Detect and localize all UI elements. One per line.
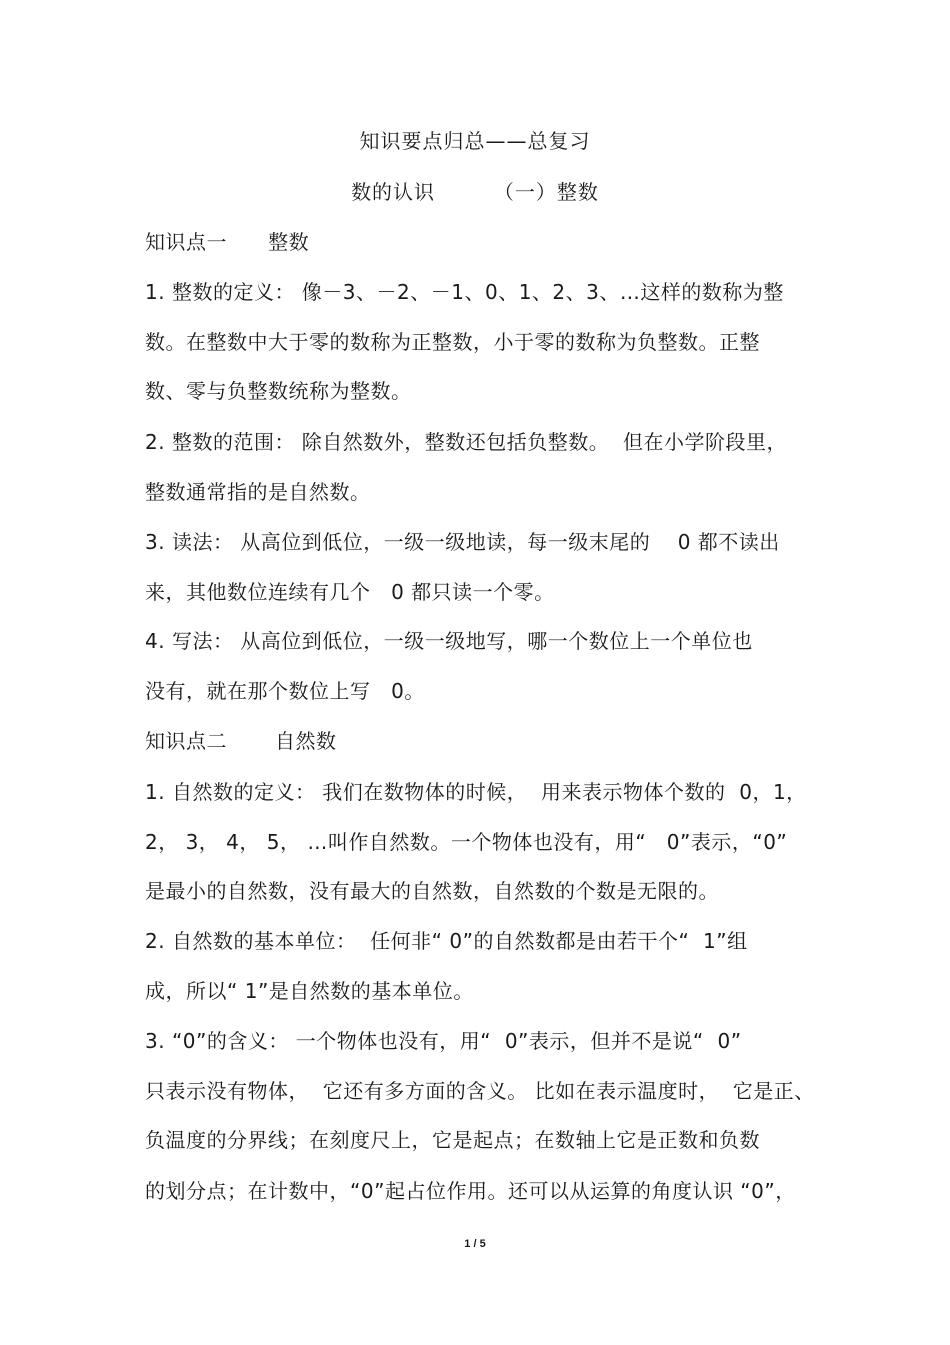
text-line: 3. 读法： 从高位到低位，一级一级地读，每一级末尾的 0 都不读出 — [145, 530, 780, 554]
text-line: 没有，就在那个数位上写 0。 — [145, 679, 425, 703]
knowledge-point-heading: 知识点二 自然数 — [145, 729, 337, 753]
text-line: 1. 整数的定义： 像－3、－2、－1、0、1、2、3、…这样的数称为整 — [145, 280, 784, 304]
text-line: 是最小的自然数，没有最大的自然数，自然数的个数是无限的。 — [145, 879, 719, 903]
text-line: 3. “0”的含义： 一个物体也没有，用“ 0”表示，但并不是说“ 0” — [145, 1029, 742, 1053]
text-line: 数。在整数中大于零的数称为正整数，小于零的数称为负整数。正整 — [145, 330, 760, 354]
text-line: 只表示没有物体， 它还有多方面的含义。 比如在表示温度时， 它是正、 — [145, 1079, 815, 1103]
text-line: 4. 写法： 从高位到低位，一级一级地写，哪一个数位上一个单位也 — [145, 629, 753, 653]
text-line: 成，所以“ 1”是自然数的基本单位。 — [145, 979, 474, 1003]
knowledge-point-heading: 知识点一 整数 — [145, 230, 310, 254]
text-line: 数、零与负整数统称为整数。 — [145, 379, 412, 403]
text-line: 来，其他数位连续有几个 0 都只读一个零。 — [145, 580, 555, 604]
text-line: 整数通常指的是自然数。 — [145, 480, 371, 504]
document-title: 知识要点归总——总复习 — [359, 129, 591, 153]
text-line: 的划分点；在计数中，“0”起占位作用。还可以从运算的角度认识 “0”， — [145, 1179, 796, 1203]
text-line: 负温度的分界线；在刻度尺上，它是起点；在数轴上它是正数和负数 — [145, 1128, 760, 1152]
section-heading: 数的认识 （一）整数 — [351, 180, 599, 204]
text-line: 2. 整数的范围： 除自然数外，整数还包括负整数。 但在小学阶段里， — [145, 430, 788, 454]
text-line: 2. 自然数的基本单位： 任何非“ 0”的自然数都是由若干个“ 1”组 — [145, 929, 748, 953]
page-number: 1 / 5 — [464, 1238, 486, 1250]
text-line: 2， 3， 4， 5， …叫作自然数。一个物体也没有，用“ 0”表示，“0” — [145, 830, 788, 854]
text-line: 1. 自然数的定义： 我们在数物体的时候， 用来表示物体个数的 0，1， — [145, 780, 807, 804]
